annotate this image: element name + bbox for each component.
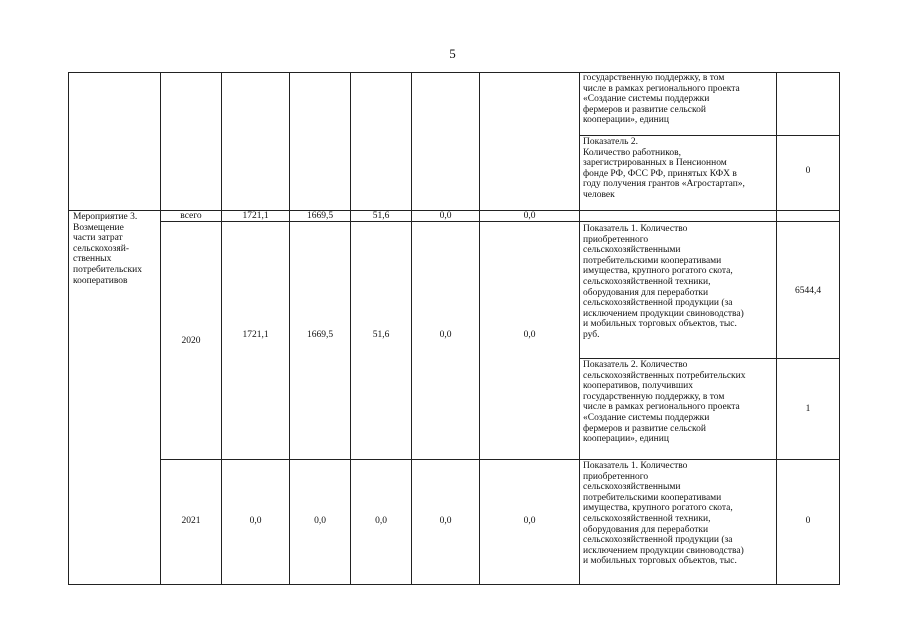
amount-cell: 0,0	[439, 211, 452, 221]
amount-cell: 1669,5	[306, 211, 334, 221]
table-rule	[776, 72, 777, 585]
indicator-text: Показатель 2. Количество работников, зарегистрированных в Пенсионном фонде РФ, ФСС РФ, принятых КФХ в году получения грантов «Агростартап», человек	[583, 137, 745, 200]
indicator-value: 1	[805, 404, 811, 414]
table-rule	[68, 72, 69, 585]
table-rule	[579, 135, 840, 136]
amount-cell: 1721,1	[242, 330, 269, 340]
table-rule	[350, 72, 351, 585]
amount-cell: 51,6	[372, 330, 390, 340]
amount-cell: 0,0	[439, 330, 452, 340]
amount-cell: 1721,1	[242, 211, 269, 221]
indicator-text: Показатель 1. Количество приобретенного сельскохозяйственными потребительскими кооперативами имущества, крупного рогатого скота, сельскохозяйственной техники, оборудования для переработки сельскохозяйственной продукции (за исключением продукции свиноводства) и мобильных торговых объектов, тыс. руб.	[583, 224, 744, 340]
indicator-text: Показатель 1. Количество приобретенного сельскохозяйственными потребительскими кооперативами имущества, крупного рогатого скота, сельскохозяйственной техники, оборудования для переработки сельскохозяйственной продукции (за исключением продукции свиноводства) и мобильных торговых объектов, тыс.	[583, 461, 744, 567]
table-rule	[68, 584, 840, 585]
indicator-value: 6544,4	[794, 286, 822, 296]
indicator-value: 0	[805, 166, 811, 176]
table-rule	[839, 72, 840, 585]
indicator-text: государственную поддержку, в том числе в рамках регионального проекта «Создание системы поддержки фермеров и развитие сельской кооперации», единиц	[583, 73, 740, 126]
table-rule	[221, 72, 222, 585]
amount-cell: 0,0	[523, 211, 536, 221]
event-name: Мероприятие 3. Возмещение части затрат сельскохозяй- ственных потребительских кооперативов	[73, 212, 142, 286]
amount-cell: 1669,5	[306, 330, 334, 340]
table-rule	[289, 72, 290, 585]
indicator-value: 0	[805, 516, 811, 526]
amount-cell: 0,0	[249, 516, 262, 526]
table-rule	[160, 72, 161, 585]
amount-cell: 0,0	[375, 516, 387, 526]
year-cell: 2020	[181, 336, 201, 346]
table-rule	[579, 358, 840, 359]
amount-cell: 51,6	[372, 211, 390, 221]
year-cell: 2021	[181, 516, 201, 526]
amount-cell: 0,0	[314, 516, 326, 526]
page-number: 5	[449, 46, 456, 61]
amount-cell: 0,0	[523, 330, 536, 340]
table-rule	[411, 72, 412, 585]
table-rule	[160, 459, 840, 460]
amount-cell: 0,0	[439, 516, 452, 526]
table-rule	[479, 72, 480, 585]
amount-cell: 0,0	[523, 516, 536, 526]
indicator-text: Показатель 2. Количество сельскохозяйственных потребительских кооперативов, получивших государственную поддержку, в том числе в рамках регионального проекта «Создание системы поддержки фермеров и развитие сельской кооперации», единиц	[583, 360, 746, 445]
year-cell: всего	[180, 211, 202, 221]
